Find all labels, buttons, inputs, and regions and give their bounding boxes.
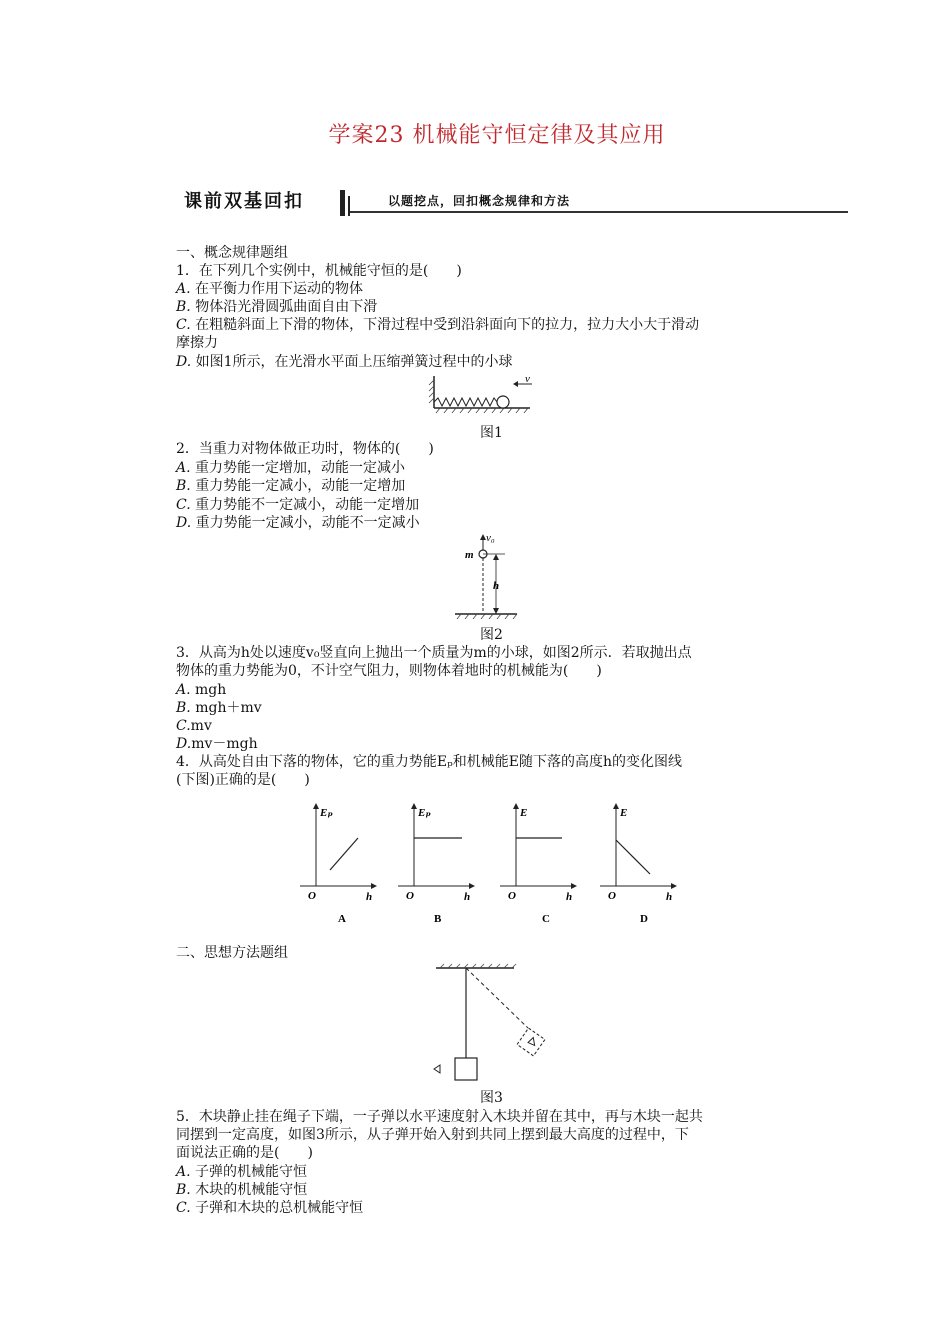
- graph-a-letter: A: [338, 913, 346, 925]
- q5-option-c: [176, 1199, 363, 1217]
- option-text: 在粗糙斜面上下滑的物体，下滑过程中受到沿斜面向下的拉力，拉力大小大于滑动: [195, 317, 700, 333]
- q5-option-b: [176, 1181, 307, 1199]
- graph-c-ylabel: E: [520, 807, 528, 819]
- section-heading-2: 二、思想方法题组: [176, 945, 288, 961]
- figure-3-pendulum: [430, 964, 530, 1084]
- v0-label: v₀: [486, 532, 495, 544]
- graph-d-origin: O: [608, 890, 616, 902]
- q4-stem: 4．从高处自由下落的物体，它的重力势能Eₚ和机械能E随下落的高度h的变化图线: [176, 754, 682, 770]
- option-label: D.: [176, 736, 192, 752]
- option-label: B.: [176, 299, 191, 315]
- option-label: B.: [176, 1182, 191, 1198]
- option-text: mv: [190, 718, 212, 734]
- graph-c-xlabel: h: [566, 891, 573, 903]
- option-text: 子弹和木块的总机械能守恒: [195, 1200, 364, 1216]
- q2-option-b: [176, 477, 405, 495]
- option-text: 重力势能一定增加，动能一定减小: [195, 460, 406, 476]
- section-banner: [176, 186, 848, 218]
- option-text: 子弹的机械能守恒: [195, 1164, 308, 1180]
- q5-stem-cont2: 面说法正确的是( ): [176, 1145, 313, 1161]
- graph-d-xlabel: h: [666, 891, 673, 903]
- option-label: A.: [176, 1164, 191, 1180]
- q1-option-d: [176, 353, 513, 371]
- option-label: C.: [176, 1200, 191, 1216]
- figure-3-caption: 图3: [480, 1090, 503, 1106]
- option-label: A.: [176, 460, 191, 476]
- q2-stem: 2．当重力对物体做正功时，物体的( ): [176, 441, 434, 457]
- banner-subtitle: 以题挖点，回扣概念规律和方法: [388, 194, 571, 208]
- q3-option-d: [176, 735, 258, 753]
- graph-b-origin: O: [406, 890, 414, 902]
- graph-c-origin: O: [508, 890, 516, 902]
- q1-option-a: [176, 280, 363, 298]
- option-label: C.: [176, 718, 191, 734]
- option-label: C.: [176, 317, 191, 333]
- option-text: mv－mgh: [191, 736, 258, 752]
- q3-stem: 3．从高为h处以速度v₀竖直向上抛出一个质量为m的小球，如图2所示．若取抛出点: [176, 645, 692, 661]
- option-text: 物体沿光滑圆弧曲面自由下滑: [195, 299, 378, 315]
- graph-b: [398, 806, 472, 925]
- section-heading-1: 一、概念规律题组: [176, 245, 288, 261]
- option-label: B.: [176, 700, 191, 716]
- graph-a-ylabel: Eₚ: [320, 807, 333, 819]
- banner-divider-thin: [348, 196, 350, 216]
- graph-b-letter: B: [434, 913, 442, 925]
- option-text: 在平衡力作用下运动的物体: [195, 281, 364, 297]
- option-label: A.: [176, 281, 191, 297]
- figure-2-projectile: [455, 532, 535, 624]
- q3-option-a: [176, 681, 226, 699]
- graph-d-letter: D: [640, 913, 648, 925]
- q4-stem-cont: (下图)正确的是( ): [176, 772, 310, 788]
- q1-option-b: [176, 298, 377, 316]
- banner-divider: [340, 190, 345, 216]
- graph-a-xlabel: h: [366, 891, 373, 903]
- option-label: D.: [176, 354, 192, 370]
- figure-4-graphs: [298, 800, 688, 930]
- q1-option-c: [176, 316, 699, 334]
- graph-d-ylabel: E: [620, 807, 628, 819]
- banner-rule: [350, 211, 848, 213]
- graph-d: [600, 806, 674, 925]
- graph-a: [300, 806, 374, 925]
- option-text: mgh: [195, 682, 227, 698]
- graph-b-ylabel: Eₚ: [418, 807, 431, 819]
- q3-option-b: [176, 699, 262, 717]
- figure-2-caption: 图2: [480, 627, 503, 643]
- option-text: mgh＋mv: [195, 700, 262, 716]
- q1-stem: 1．在下列几个实例中，机械能守恒的是( ): [176, 263, 462, 279]
- graph-c-letter: C: [542, 913, 550, 925]
- option-text: 重力势能一定减小，动能一定增加: [195, 478, 406, 494]
- q2-option-a: [176, 459, 405, 477]
- q5-stem-cont: 同摆到一定高度，如图3所示，从子弹开始入射到共同上摆到最大高度的过程中，下: [176, 1127, 689, 1143]
- q5-option-a: [176, 1163, 307, 1181]
- option-label: B.: [176, 478, 191, 494]
- figure-1-spring: [432, 374, 532, 414]
- page-title: 学案23 机械能守恒定律及其应用: [328, 123, 666, 148]
- q2-option-d: [176, 514, 420, 532]
- graph-d-line: [616, 840, 650, 874]
- mass-label: m: [465, 549, 474, 561]
- graph-c: [500, 806, 574, 925]
- velocity-label: v: [525, 373, 530, 385]
- q5-stem: 5．木块静止挂在绳子下端，一子弹以水平速度射入木块并留在其中，再与木块一起共: [176, 1109, 703, 1125]
- option-label: A.: [176, 682, 191, 698]
- figure-1-caption: 图1: [480, 425, 503, 441]
- option-text: 重力势能不一定减小，动能一定增加: [195, 497, 420, 513]
- graph-a-line: [330, 838, 358, 870]
- option-text: 木块的机械能守恒: [195, 1182, 308, 1198]
- option-text: 如图1所示，在光滑水平面上压缩弹簧过程中的小球: [195, 354, 513, 370]
- height-label: h: [493, 580, 500, 592]
- option-label: C.: [176, 497, 191, 513]
- q2-option-c: [176, 496, 419, 514]
- q1-option-c-cont: 摩擦力: [176, 335, 218, 351]
- option-text: 重力势能一定减小，动能不一定减小: [195, 515, 420, 531]
- q3-stem-cont: 物体的重力势能为0，不计空气阻力，则物体着地时的机械能为( ): [176, 663, 602, 679]
- banner-tag: 课前双基回扣: [184, 191, 304, 212]
- graph-b-xlabel: h: [464, 891, 471, 903]
- q3-option-c: [176, 717, 212, 735]
- option-label: D.: [176, 515, 192, 531]
- graph-a-origin: O: [308, 890, 316, 902]
